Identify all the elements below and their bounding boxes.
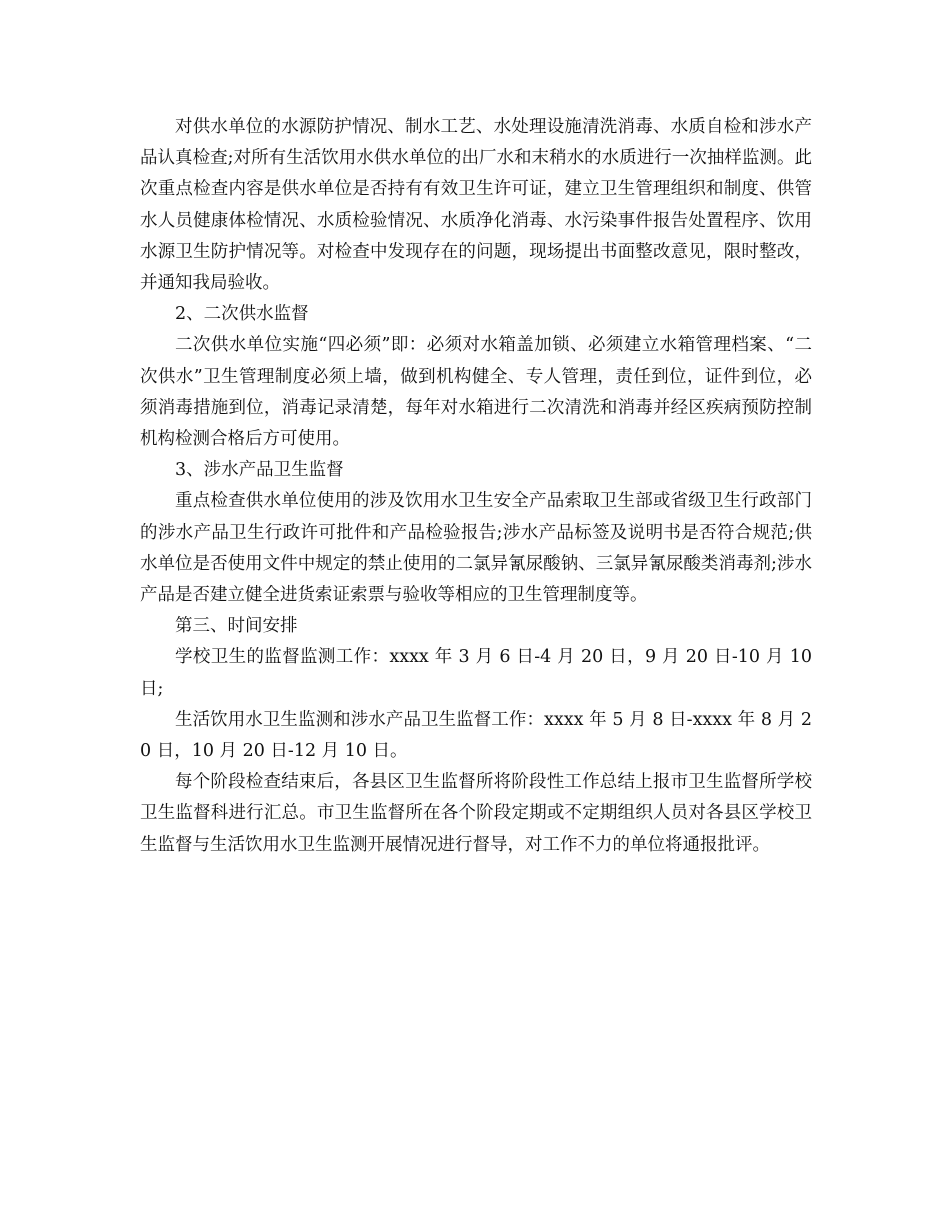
paragraph-water-products-inspection: 重点检查供水单位使用的涉及饮用水卫生安全产品索取卫生部或省级卫生行政部门的涉水产品卫生行政许可批件和产品检验报告;涉水产品标签及说明书是否符合规范;供水单位是否使用文件中规定的禁止使用的二氯异氰尿酸钠、三氯异氰尿酸类消毒剂;涉水产品是否建立健全进货索证索票与验收等相应的卫生管理制度等。 xyxy=(140,491,812,606)
heading-water-products: 3、涉水产品卫生监督 xyxy=(175,460,344,481)
heading-schedule: 第三、时间安排 xyxy=(175,616,298,637)
paragraph-school-schedule: 学校卫生的监督监测工作：xxxx 年 3 月 6 日-4 月 20 日，9 月 20 日-10 月 10 日; xyxy=(140,647,812,699)
document-page xyxy=(140,112,812,861)
paragraph-water-source-inspection: 对供水单位的水源防护情况、制水工艺、水处理设施清洗消毒、水质自检和涉水产品认真检查;对所有生活饮用水供水单位的出厂水和末稍水的水质进行一次抽样监测。此次重点检查内容是供水单位是否持有有效卫生许可证，建立卫生管理组织和制度、供管水人员健康体检情况、水质检验情况、水质净化消毒、水污染事件报告处置程序、饮用水源卫生防护情况等。对检查中发现存在的问题，现场提出书面整改意见，限时整改，并通知我局验收。 xyxy=(140,117,812,294)
heading-secondary-water-supply: 2、二次供水监督 xyxy=(175,304,309,325)
paragraph-water-schedule: 生活饮用水卫生监测和涉水产品卫生监督工作：xxxx 年 5 月 8 日-xxxx 年 8 月 20 日，10 月 20 日-12 月 10 日。 xyxy=(140,709,812,762)
paragraph-four-musts: 二次供水单位实施“四必须”即：必须对水箱盖加锁、必须建立水箱管理档案、“二次供水”卫生管理制度必须上墙，做到机构健全、专人管理，责任到位，证件到位，必须消毒措施到位，消毒记录清楚，每年对水箱进行二次清洗和消毒并经区疾病预防控制机构检测合格后方可使用。 xyxy=(140,335,812,450)
paragraph-phase-review: 每个阶段检查结束后，各县区卫生监督所将阶段性工作总结上报市卫生监督所学校卫生监督科进行汇总。市卫生监督所在各个阶段定期或不定期组织人员对各县区学校卫生监督与生活饮用水卫生监测开展情况进行督导，对工作不力的单位将通报批评。 xyxy=(140,772,812,855)
